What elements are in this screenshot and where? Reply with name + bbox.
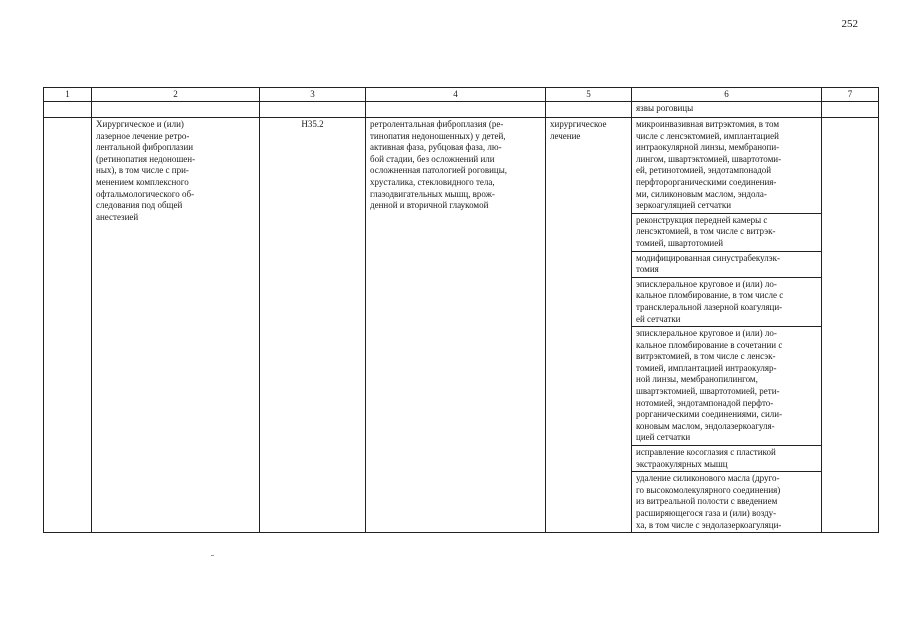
row-number-cell: [44, 118, 92, 533]
treatment-method: эписклеральное круговое и (или) ло- кальное пломбирование в сочетании с витрэктомией, в том числе с ленсэк- томией, имплантацией интраокуляр- ной линзы, мембранопилингом, швартэктомией, швартотомией, рети- нотомией, эндотампонадой перфто- рорганическими соединениями, сили- коновым маслом, эндолазеркоагуля- цией сетчатки: [632, 327, 822, 446]
scan-speck: [211, 555, 214, 556]
column-number-7: 7: [822, 88, 879, 102]
column-number-1: 1: [44, 88, 92, 102]
column-number-4: 4: [366, 88, 546, 102]
treatment-method: удаление силиконового масла (друго- го высокомолекулярного соединения) из витреальной полости с введением расширяющегося газа и (или) возду- ха, в том числе с эндолазеркоагуляци-: [632, 472, 822, 533]
icd-code: H35.2: [260, 118, 366, 533]
cell-empty: [822, 102, 879, 118]
treatment-type: хирургическое лечение: [546, 118, 632, 533]
treatment-method: модифицированная синустрабекулэк- томия: [632, 251, 822, 277]
column-number-2: 2: [92, 88, 260, 102]
cell-empty: [44, 102, 92, 118]
care-type-name: Хирургическое и (или) лазерное лечение ретро- лентальной фиброплазии (ретинопатия недоношен- ных), в том числе с при- менением комплексного офтальмологического об- следования под общей анестезией: [92, 118, 260, 533]
treatment-method: исправление косоглазия с пластикой экстраокулярных мышц: [632, 446, 822, 472]
treatment-method: реконструкция передней камеры с ленсэктомией, в том числе с витрэк- томией, швартотомией: [632, 213, 822, 251]
continuation-row: [44, 102, 879, 118]
treatment-method: эписклеральное круговое и (или) ло- кальное пломбирование, в том числе с трансклеральной лазерной коагуляци- ей сетчатки: [632, 277, 822, 326]
column-number-6: 6: [632, 88, 822, 102]
table-row: [44, 118, 879, 214]
column-number-3: 3: [260, 88, 366, 102]
treatment-method: микроинвазивная витрэктомия, в том числе с ленсэктомией, имплантацией интраокулярной линзы, мембранопи- лингом, швартэктомией, швартотоми- ей, ретинотомией, эндотампонадой перфторорганическими соединения- ми, силиконовым маслом, эндола- зеркоагуляцией сетчатки: [632, 118, 822, 214]
medical-care-table: [43, 87, 879, 533]
cell-empty: [260, 102, 366, 118]
column-number-row: [44, 88, 879, 102]
cell-empty: [366, 102, 546, 118]
cost-cell: [822, 118, 879, 533]
continued-method-text: язвы роговицы: [632, 102, 822, 118]
cell-empty: [546, 102, 632, 118]
column-number-5: 5: [546, 88, 632, 102]
page-number: 252: [841, 18, 858, 30]
cell-empty: [92, 102, 260, 118]
disease-model: ретролентальная фиброплазия (ре- тинопатия недоношенных) у детей, активная фаза, рубцовая фаза, лю- бой стадии, без осложнений или осложненная патологией роговицы, хрусталика, стекловидного тела, глазодвигательных мышц, врож- денной и вторичной глаукомой: [366, 118, 546, 533]
